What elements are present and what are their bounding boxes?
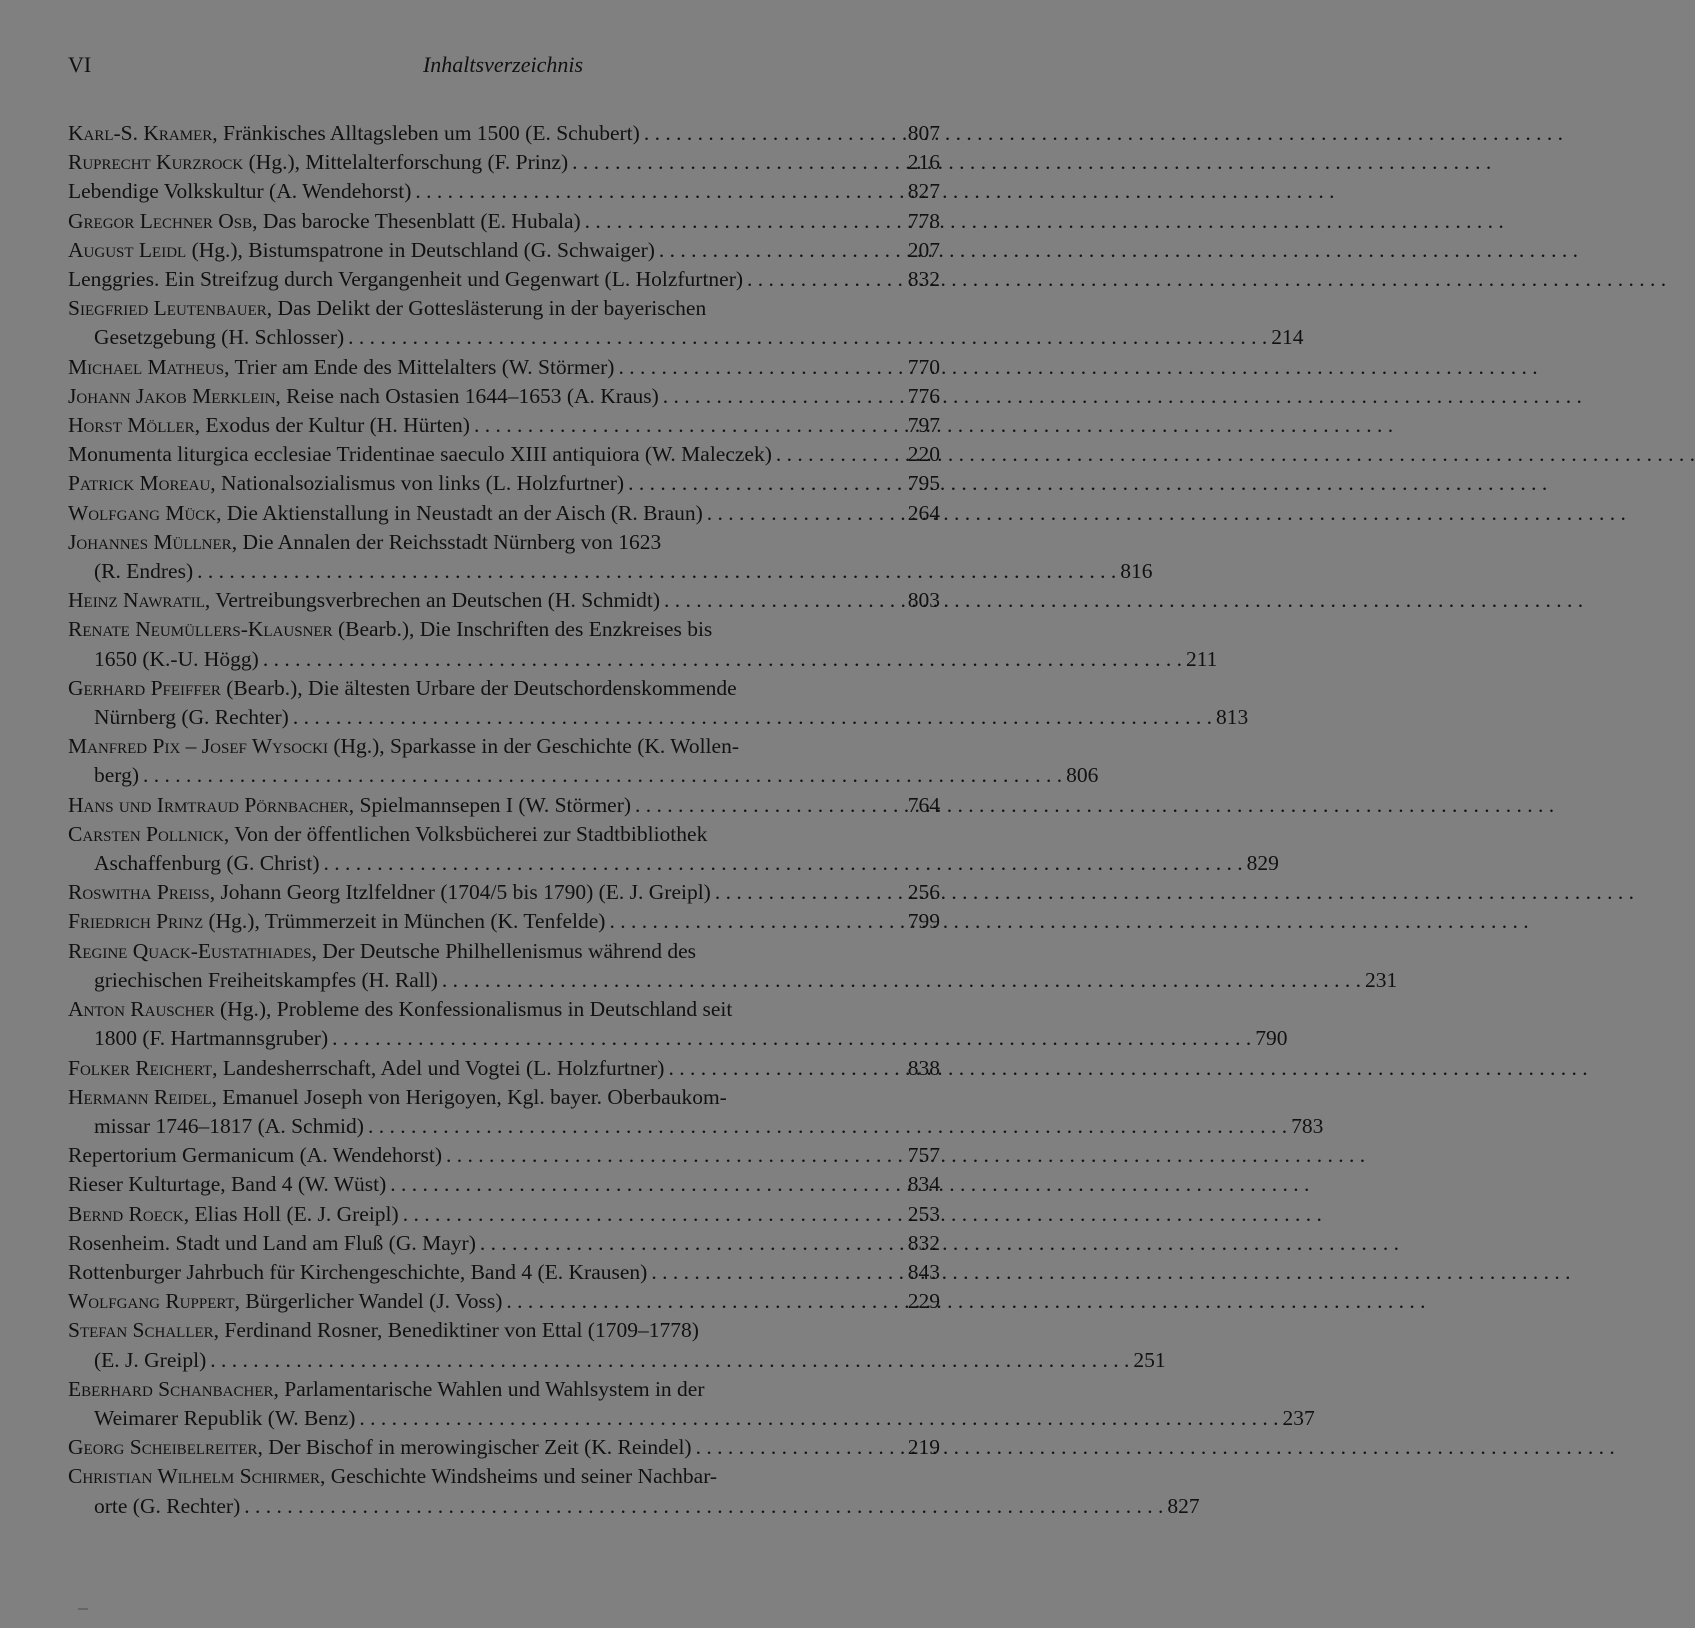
dot-leader <box>438 968 1365 992</box>
running-title: Inhaltsverzeichnis <box>422 52 584 77</box>
toc-entry <box>68 1083 1324 1141</box>
dot-leader <box>711 878 900 907</box>
entry-page-number: 251 <box>1133 1347 1166 1372</box>
entry-title: , Die Aktienstallung in Neustadt an der Aisch (R. Braun) <box>216 500 703 525</box>
dot-leader <box>640 119 900 148</box>
entry-author: Carsten Pollnick <box>68 821 224 846</box>
entry-page-number: 807 <box>907 121 940 145</box>
entry-page-number: 813 <box>1215 705 1249 730</box>
toc-entry <box>68 1287 940 1316</box>
entry-author: Eberhard Schanbacher <box>68 1376 274 1401</box>
entry-author: Horst Möller <box>68 413 195 438</box>
toc-entry <box>68 148 940 177</box>
entry-author: Bernd Roeck <box>68 1201 184 1226</box>
entry-title-continuation: Gesetzgebung (H. Schlosser) <box>94 325 345 350</box>
entry-title: (Bearb.), Die ältesten Urbare der Deutschordenskommende <box>220 675 737 700</box>
entry-title: Repertorium Germanicum (A. Wendehorst) <box>68 1143 443 1168</box>
entry-page-number: 795 <box>907 471 940 496</box>
dot-leader <box>289 705 1216 729</box>
toc-entry <box>68 1258 940 1287</box>
entry-title: , Der Deutsche Philhellenismus während des <box>311 938 697 963</box>
entry-title: , Parlamentarische Wahlen und Wahlsystem in der <box>273 1376 705 1401</box>
entry-title-continuation: berg) <box>94 763 139 788</box>
entry-author: Johann Jakob Merklein <box>68 383 276 408</box>
entry-page-number: 827 <box>907 179 940 204</box>
dot-leader <box>655 236 900 265</box>
toc-entry <box>68 820 1279 878</box>
toc-entry <box>68 615 1218 673</box>
entry-page-number: 214 <box>1271 325 1304 350</box>
entry-page-number: 829 <box>1246 851 1279 876</box>
entry-author: Wolfgang Ruppert <box>68 1289 235 1314</box>
dot-leader <box>355 1406 1282 1430</box>
entry-title-continuation: Nürnberg (G. Rechter) <box>94 705 289 730</box>
toc-entry <box>68 1433 940 1462</box>
dot-leader <box>206 1348 1133 1372</box>
entry-title: Lebendige Volkskultur (A. Wendehorst) <box>68 179 412 204</box>
entry-title: (Hg.), Sparkasse in der Geschichte (K. Wollen- <box>327 734 739 759</box>
entry-author: Manfred Pix – Josef Wysocki <box>68 734 328 759</box>
entry-page-number: 832 <box>907 267 940 292</box>
entry-title: , Der Bischof in merowingischer Zeit (K. Reindel) <box>257 1435 692 1460</box>
toc-entry <box>68 411 940 440</box>
toc-entry <box>68 207 940 236</box>
entry-page-number: 799 <box>907 909 940 934</box>
dot-leader <box>386 1170 900 1199</box>
entry-title-continuation: (E. J. Greipl) <box>94 1347 207 1372</box>
entry-title: Lenggries. Ein Streifzug durch Vergangenheit und Gegenwart (L. Holzfurtner) <box>68 267 744 292</box>
entry-author: Stefan Schaller <box>68 1318 214 1343</box>
entry-author: Christian Wilhelm Schirmer <box>68 1464 320 1489</box>
entry-page-number: 220 <box>907 442 940 467</box>
entry-page-number: 776 <box>907 383 940 408</box>
entry-title-continuation: Aschaffenburg (G. Christ) <box>94 851 320 876</box>
entry-title: Rieser Kulturtage, Band 4 (W. Wüst) <box>68 1172 387 1197</box>
entry-page-number: 827 <box>1167 1493 1200 1518</box>
entry-title: , Fränkisches Alltagsleben um 1500 (E. Schubert) <box>212 121 640 145</box>
entry-author: Friedrich Prinz <box>68 909 204 934</box>
toc-entry <box>68 1316 1166 1374</box>
dot-leader <box>568 148 900 177</box>
entry-title: , Ferdinand Rosner, Benediktiner von Ettal (1709–1778) <box>213 1318 699 1343</box>
entry-page-number: 834 <box>907 1172 940 1197</box>
page-mark <box>78 1608 88 1610</box>
entry-author: Renate Neumüllers-Klausner <box>68 617 333 642</box>
entry-author: Gerhard Pfeiffer <box>68 675 221 700</box>
dot-leader <box>364 1114 1291 1138</box>
dot-leader <box>703 499 900 528</box>
entry-page-number: 770 <box>907 354 940 379</box>
entry-author: Hans und Irmtraud Pörnbacher <box>68 792 349 817</box>
toc-entry <box>68 878 940 907</box>
dot-leader <box>442 1141 900 1170</box>
entry-title-continuation: griechischen Freiheitskampfes (H. Rall) <box>94 967 438 992</box>
entry-title: Rosenheim. Stadt und Land am Fluß (G. Mayr) <box>68 1230 476 1255</box>
dot-leader <box>328 1026 1255 1050</box>
entry-title-continuation: (R. Endres) <box>94 559 194 584</box>
entry-page-number: 838 <box>907 1055 940 1080</box>
dot-leader <box>631 791 900 820</box>
entry-title: , Geschichte Windsheims und seiner Nachbar- <box>319 1464 718 1489</box>
toc-entry <box>68 265 940 294</box>
entry-page-number: 843 <box>907 1259 940 1284</box>
entry-title: (Hg.), Trümmerzeit in München (K. Tenfelde) <box>203 909 606 934</box>
entry-author: Karl-S. Kramer <box>68 121 213 145</box>
entry-page-number: 757 <box>907 1143 940 1168</box>
entry-page-number: 256 <box>907 880 940 905</box>
entry-page-number: 231 <box>1365 967 1398 992</box>
dot-leader <box>502 1287 900 1316</box>
entry-title: , Exodus der Kultur (H. Hürten) <box>194 413 470 438</box>
toc-entry <box>68 177 940 206</box>
dot-leader <box>692 1433 900 1462</box>
dot-leader <box>399 1200 900 1229</box>
entry-title: , Das Delikt der Gotteslästerung in der bayerischen <box>266 296 707 321</box>
entry-title: , Das barocke Thesenblatt (E. Hubala) <box>252 208 581 233</box>
entry-author: Patrick Moreau <box>68 471 211 496</box>
dot-leader <box>259 647 1186 671</box>
entry-author: August Leidl <box>68 237 187 262</box>
toc-entry <box>68 937 1398 995</box>
page-header <box>68 52 938 84</box>
toc-entry <box>68 995 1288 1053</box>
toc-entry <box>68 1229 940 1258</box>
dot-leader <box>476 1229 900 1258</box>
entry-title: , Elias Holl (E. J. Greipl) <box>183 1201 399 1226</box>
entry-author: Georg Scheibelreiter <box>68 1435 258 1460</box>
entry-title: , Landesherrschaft, Adel und Vogtei (L. Holzfurtner) <box>212 1055 665 1080</box>
entry-title-continuation: Weimarer Republik (W. Benz) <box>94 1405 356 1430</box>
entry-title: (Bearb.), Die Inschriften des Enzkreises bis <box>332 617 713 642</box>
dot-leader <box>581 207 900 236</box>
entry-page-number: 803 <box>907 588 940 613</box>
table-of-contents <box>68 119 1398 1521</box>
entry-title: (Hg.), Bistumspatrone in Deutschland (G. Schwaiger) <box>186 237 655 262</box>
dot-leader <box>470 411 900 440</box>
dot-leader <box>624 469 900 498</box>
toc-entry <box>68 1462 1200 1520</box>
toc-entry <box>68 1375 1315 1433</box>
entry-author: Gregor Lechner Osb <box>68 208 253 233</box>
entry-author: Johannes Müllner <box>68 529 232 554</box>
entry-page-number: 237 <box>1282 1405 1315 1430</box>
entry-author: Heinz Nawratil <box>68 588 205 613</box>
toc-entry <box>68 528 1153 586</box>
toc-entry <box>68 353 940 382</box>
entry-page-number: 264 <box>907 500 940 525</box>
toc-entry <box>68 791 940 820</box>
entry-title: Monumenta liturgica ecclesiae Tridentinae saeculo XIII antiquiora (W. Maleczek) <box>68 442 772 467</box>
toc-entry <box>68 499 940 528</box>
entry-author: Anton Rauscher <box>68 997 215 1022</box>
entry-author: Hermann Reidel <box>68 1084 212 1109</box>
entry-page-number: 797 <box>907 413 940 438</box>
dot-leader <box>664 1054 900 1083</box>
toc-entry <box>68 469 940 498</box>
entry-title-continuation: orte (G. Rechter) <box>94 1493 241 1518</box>
toc-entry <box>68 440 940 469</box>
entry-author: Ruprecht Kurzrock <box>68 150 244 175</box>
toc-entry <box>68 294 1304 352</box>
entry-page-number: 832 <box>907 1230 940 1255</box>
toc-entry <box>68 236 940 265</box>
entry-title: , Trier am Ende des Mittelalters (W. Störmer) <box>224 354 615 379</box>
entry-title: , Nationalsozialismus von links (L. Holzfurtner) <box>210 471 625 496</box>
dot-leader <box>605 907 900 936</box>
entry-title: , Von der öffentlichen Volksbücherei zur Stadtbibliothek <box>223 821 708 846</box>
toc-entry <box>68 1141 940 1170</box>
dot-leader <box>660 586 900 615</box>
toc-entry <box>68 1170 940 1199</box>
toc-entry <box>68 907 940 936</box>
entry-page-number: 816 <box>1120 559 1153 584</box>
entry-page-number: 229 <box>907 1289 940 1314</box>
entry-title: , Reise nach Ostasien 1644–1653 (A. Kraus) <box>275 383 659 408</box>
entry-page-number: 207 <box>907 237 940 262</box>
entry-author: Siegfried Leutenbauer <box>68 296 267 321</box>
dot-leader <box>344 325 1271 349</box>
entry-author: Roswitha Preiss <box>68 880 210 905</box>
entry-title: (Hg.), Probleme des Konfessionalismus in Deutschland seit <box>214 997 733 1022</box>
entry-author: Folker Reichert <box>68 1055 213 1080</box>
dot-leader <box>411 177 900 206</box>
entry-author: Wolfgang Mück <box>68 500 217 525</box>
entry-title: , Die Annalen der Reichsstadt Nürnberg von 1623 <box>231 529 662 554</box>
entry-author: Regine Quack-Eustathiades <box>68 938 312 963</box>
entry-page-number: 790 <box>1255 1026 1288 1051</box>
page-number: VI <box>68 52 92 77</box>
entry-page-number: 253 <box>907 1201 940 1226</box>
dot-leader <box>193 559 1120 583</box>
entry-title: , Spielmannsepen I (W. Störmer) <box>348 792 632 817</box>
toc-entry <box>68 732 1099 790</box>
dot-leader <box>772 440 900 469</box>
entry-title-continuation: missar 1746–1817 (A. Schmid) <box>94 1113 364 1138</box>
entry-page-number: 216 <box>907 150 940 175</box>
toc-entry <box>68 1200 940 1229</box>
toc-entry <box>68 382 940 411</box>
entry-page-number: 778 <box>907 208 940 233</box>
entry-page-number: 783 <box>1291 1113 1324 1138</box>
entry-title: , Bürgerlicher Wandel (J. Voss) <box>234 1289 503 1314</box>
entry-page-number: 211 <box>1185 646 1218 671</box>
dot-leader <box>659 382 900 411</box>
entry-title: Rottenburger Jahrbuch für Kirchengeschichte, Band 4 (E. Krausen) <box>68 1259 648 1284</box>
entry-title-continuation: 1650 (K.-U. Högg) <box>94 646 259 671</box>
entry-page-number: 219 <box>907 1435 940 1460</box>
entry-page-number: 806 <box>1066 763 1099 788</box>
entry-title-continuation: 1800 (F. Hartmannsgruber) <box>94 1026 329 1051</box>
entry-title: , Johann Georg Itzlfeldner (1704/5 bis 1790) (E. J. Greipl) <box>209 880 711 905</box>
dot-leader <box>139 763 1066 787</box>
entry-author: Michael Matheus <box>68 354 225 379</box>
toc-entry <box>68 586 940 615</box>
entry-page-number: 764 <box>907 792 940 817</box>
dot-leader <box>320 851 1247 875</box>
dot-leader <box>743 265 900 294</box>
dot-leader <box>614 353 900 382</box>
dot-leader <box>240 1494 1167 1518</box>
entry-title: (Hg.), Mittelalterforschung (F. Prinz) <box>243 150 569 175</box>
toc-entry <box>68 119 940 148</box>
toc-entry <box>68 1054 940 1083</box>
entry-title: , Emanuel Joseph von Herigoyen, Kgl. bayer. Oberbaukom- <box>211 1084 727 1109</box>
toc-entry <box>68 674 1249 732</box>
entry-title: , Vertreibungsverbrechen an Deutschen (H. Schmidt) <box>204 588 661 613</box>
dot-leader <box>647 1258 900 1287</box>
